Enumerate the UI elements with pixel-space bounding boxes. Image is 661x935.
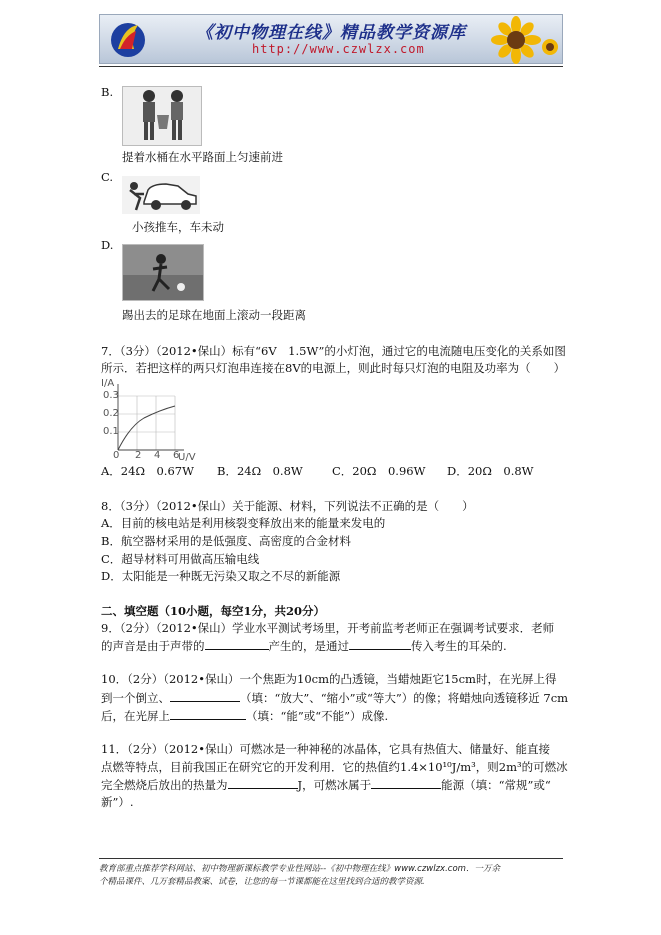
q11-text-c: 能源（填：“常规”或“ (441, 778, 551, 792)
q11-blank-2[interactable] (371, 777, 441, 789)
q9-line2 (101, 638, 507, 654)
graph-x-tick: 2 (135, 450, 142, 461)
q11-line4: 新”）. (101, 795, 134, 809)
header-banner (99, 14, 563, 64)
q11-text-b: J，可燃冰属于 (297, 778, 372, 792)
q8-option-d: D．太阳能是一种既无污染又取之不尽的新能源 (101, 569, 341, 583)
q10-text-b: （填：“放大”、“缩小”或“等大”）的像；将蜡烛向透镜移近 7cm (240, 691, 569, 705)
q9-text-a: 的声音是由于声带的 (101, 639, 205, 653)
graph-x-tick: 6 (173, 450, 180, 461)
q6-option-b-photo (122, 86, 202, 146)
q11-blank-1[interactable] (228, 777, 298, 789)
footer-line2: 个精品课件、几万套精品教案、试卷，让您的每一节课都能在这里找到合适的教学资源. (99, 877, 425, 887)
q11-text-a: 完全燃烧后放出的热量为 (101, 778, 228, 792)
header-rule (99, 66, 563, 67)
section-heading-fill-in: 二、填空题（10小题，每空1分，共20分） (101, 604, 326, 618)
q10-text-a: 到一个倒立、 (101, 691, 170, 705)
q6-option-b-caption: 提着水桶在水平路面上匀速前进 (122, 150, 283, 164)
q8-option-c: C．超导材料可用做高压输电线 (101, 552, 260, 566)
q6-option-d-photo (122, 244, 204, 301)
q6-option-c-photo (122, 176, 200, 214)
q10-blank-2[interactable] (170, 708, 246, 720)
q8-stem: 8．（3分）（2012•保山）关于能源、材料，下列说法不正确的是（ ） (101, 499, 474, 513)
q10-line3 (101, 708, 388, 724)
kicked-football-icon (123, 245, 203, 300)
graph-x-axis-label: U/V (178, 452, 196, 463)
graph-y-tick: 0.1 (103, 426, 119, 437)
q10-text-d: （填：“能”或“不能”）成像. (246, 709, 389, 723)
q6-option-c-letter: C. (101, 170, 114, 184)
graph-x-tick: 4 (154, 450, 161, 461)
q6-option-d-caption: 踢出去的足球在地面上滚动一段距离 (122, 308, 306, 322)
q10-blank-1[interactable] (170, 690, 240, 702)
q6-option-b-letter: B. (101, 85, 114, 99)
banner-title: 《初中物理在线》精品教学资源库 (196, 23, 466, 43)
sunflower-icon (476, 17, 560, 63)
q10-line2 (101, 690, 568, 706)
graph-x-tick: 0 (113, 450, 120, 461)
child-pushing-car-icon (122, 176, 200, 214)
q9-text-b: 产生的，是通过 (268, 639, 349, 653)
q7-option-b: B．24Ω 0.8W (217, 464, 303, 478)
q8-option-a: A．目前的核电站是利用核裂变释放出来的能量来发电的 (101, 516, 386, 530)
q9-line1: 9．（2分）（2012•保山）学业水平测试考场里，开考前监考老师正在强调考试要求．老师 (101, 621, 555, 635)
q10-text-c: 后，在光屏上 (101, 709, 170, 723)
q7-stem-line1: 7．（3分）（2012•保山）标有“6V 1.5W”的小灯泡，通过它的电流随电压变化的关系如图 (101, 344, 566, 358)
q11-line3 (101, 777, 551, 793)
q9-blank-2[interactable] (349, 638, 411, 650)
iv-graph (100, 378, 196, 463)
q7-option-d: D．20Ω 0.8W (447, 464, 534, 478)
q10-line1: 10．（2分）（2012•保山）一个焦距为10cm的凸透镜，当蜡烛距它15cm时，在光屏上得 (101, 672, 557, 686)
q6-option-c-caption: 小孩推车，车未动 (132, 220, 224, 234)
q7-option-c: C．20Ω 0.96W (332, 464, 426, 478)
site-logo-icon (108, 19, 148, 59)
q11-line1: 11．（2分）（2012•保山）可燃冰是一种神秘的冰晶体，它具有热值大、储量好、能直接 (101, 742, 550, 756)
graph-y-tick: 0.2 (103, 408, 119, 419)
q7-option-a: A．24Ω 0.67W (101, 464, 194, 478)
graph-y-tick: 0.3 (103, 390, 119, 401)
q7-stem-line2: 所示．若把这样的两只灯泡串连接在8V的电源上，则此时每只灯泡的电阻及功率为（ ） (101, 361, 566, 375)
q11-line2: 点燃等特点，目前我国正在研究它的开发利用．它的热值约1.4×10¹⁰J/m³，则2m³的可燃冰 (101, 760, 568, 774)
banner-url: http://www.czwlzx.com (252, 42, 425, 56)
q6-option-d-letter: D. (101, 238, 114, 252)
q9-blank-1[interactable] (205, 638, 269, 650)
footer-rule (99, 858, 563, 859)
q8-option-b: B．航空器材采用的是低强度、高密度的合金材料 (101, 534, 351, 548)
q9-text-c: 传入考生的耳朵的. (411, 639, 507, 653)
graph-y-axis-label: I/A (101, 378, 115, 389)
footer-line1: 教育部重点推荐学科网站、初中物理新课标教学专业性网站--《初中物理在线》www.czwlzx.com．一万余 (99, 864, 500, 874)
children-carrying-bucket-icon (123, 87, 201, 145)
